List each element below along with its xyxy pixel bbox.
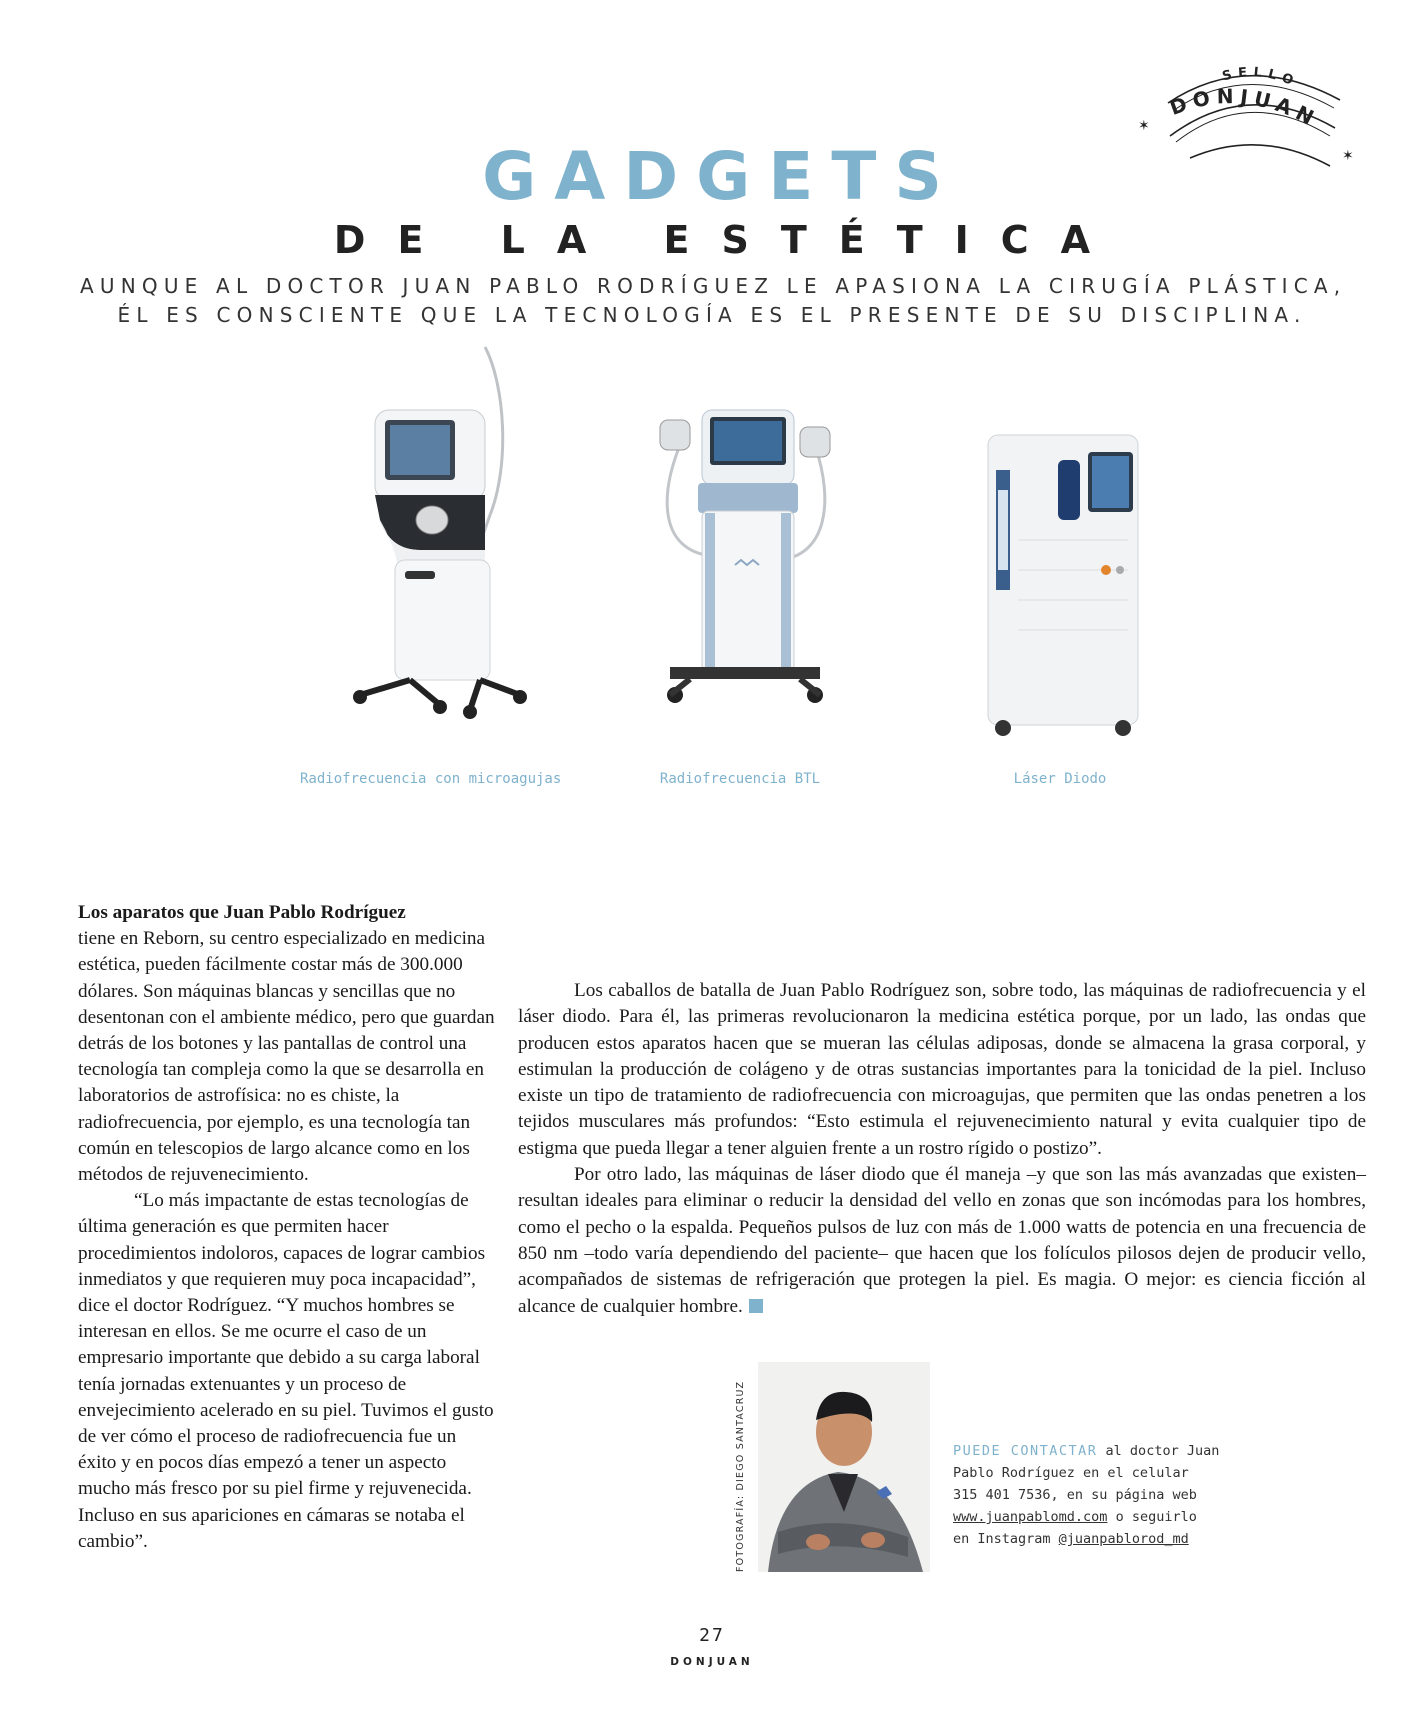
article-paragraph-1: tiene en Reborn, su centro especializado en medicina estética, pueden fácilmente costar más de 300.000 dólares. Son máquinas blancas y sencillas que no desentonan con el ambiente médico, pero que guardan detrás de los botones y las pantallas de control una tecnología tan compleja como la que se desarrolla en laboratorios de astrofísica: no es chiste, la radiofrecuencia, por ejemplo, es una tecnología tan común en telescopios de largo alcance como en los métodos de rejuvenecimiento.	[78, 928, 495, 1186]
contact-line-2: Pablo Rodríguez en el celular	[953, 1465, 1189, 1481]
svg-text:✶: ✶	[1342, 148, 1354, 164]
end-mark-square	[749, 1299, 763, 1313]
stamp-top-text: SELLO	[1220, 65, 1301, 91]
photo-credit: FOTOGRAFÍA: DIEGO SANTACRUZ	[735, 1380, 746, 1572]
doctor-portrait-photo	[758, 1362, 930, 1572]
intro-deck	[80, 272, 1347, 330]
article-paragraph-2: “Lo más impactante de estas tecnologías de última generación es que permiten hacer procedimientos indoloros, capaces de lograr cambios inmediatos y que requieren muy poca incapacidad”, dice el doctor Rodríguez. “Y muchos hombres se interesan en ellos. Se me ocurre el caso de un empresario importante que debido a su carga laboral tenía jornadas extenuantes y un proceso de envejecimiento acelerado en su piel. Tuvimos el gusto de ver cómo el proceso de radiofrecuencia fue un éxito y en pocos días empezó a tener un aspecto mucho más fresco por su piel firme y rejuvenecida. Incluso en sus apariciones en cámaras se notaba el cambio”.	[78, 1190, 494, 1552]
product-image-btl-rf	[650, 405, 840, 725]
page-subtitle: DE LA ESTÉTICA	[333, 218, 1123, 262]
page-number: 27	[699, 1625, 725, 1646]
contact-line-1: al doctor Juan	[1097, 1443, 1220, 1459]
footer-brand: DONJUAN	[670, 1656, 754, 1668]
caption-microneedle-rf: Radiofrecuencia con microagujas	[300, 771, 562, 787]
svg-text:✶: ✶	[1138, 118, 1150, 134]
product-image-microneedle-rf	[340, 345, 540, 725]
contact-line-4: o seguirlo	[1107, 1509, 1197, 1525]
caption-btl-rf: Radiofrecuencia BTL	[659, 771, 821, 787]
product-image-diode-laser	[978, 430, 1148, 740]
article-column-left	[78, 900, 498, 1555]
page-title: GADGETS	[482, 138, 960, 215]
instagram-link[interactable]: @juanpablorod_md	[1058, 1531, 1189, 1547]
article-lead: Los aparatos que Juan Pablo Rodríguez	[78, 902, 406, 923]
article-paragraph-3: Los caballos de batalla de Juan Pablo Rodríguez son, sobre todo, las máquinas de radiofrecuencia y el láser diodo. Para él, las primeras revolucionaron la medicina estética porque, por un lado, las ondas que producen estos aparatos hacen que se mueran las células adiposas, donde se almacena la grasa corporal, y estimulan la producción de colágeno y de otras sustancias importantes para la tonicidad de la piel. Incluso existe un tipo de tratamiento de radiofrecuencia con microagujas, que permiten que las ondas penetren a los tejidos musculares más profundos: “Esto estimula el rejuvenecimiento natural y evita cualquier tipo de estigma que pueda llegar a tener alguien frente a un rostro rígido o postizo”.	[518, 980, 1366, 1159]
contact-info	[953, 1440, 1253, 1550]
contact-line-5: en Instagram	[953, 1531, 1059, 1547]
contact-highlight: PUEDE CONTACTAR	[953, 1443, 1098, 1459]
stamp-bottom-text: DONJUAN	[1166, 84, 1324, 133]
intro-line-1: AUNQUE AL DOCTOR JUAN PABLO RODRÍGUEZ LE APASIONA LA CIRUGÍA PLÁSTICA,	[80, 274, 1347, 298]
website-link[interactable]: www.juanpablomd.com	[953, 1509, 1108, 1525]
article-paragraph-4: Por otro lado, las máquinas de láser diodo que él maneja –y que son las más avanzadas que existen– resultan ideales para eliminar o reducir la densidad del vello en zonas que son incómodas para los hombres, como el pecho o la espalda. Pequeños pulsos de luz con más de 1.000 watts de potencia en una frecuencia de 850 nm –todo varía dependiendo del paciente– que hacen que los folículos pilosos dejen de producir vello, acompañados de sistemas de refrigeración que protegen la piel. Es magia. O mejor: es ciencia ficción al alcance de cualquier hombre.	[518, 1164, 1366, 1317]
caption-diode-laser: Láser Diodo	[1013, 771, 1107, 787]
intro-line-2: ÉL ES CONSCIENTE QUE LA TECNOLOGÍA ES EL PRESENTE DE SU DISCIPLINA.	[117, 303, 1307, 327]
article-column-right	[518, 978, 1366, 1320]
contact-line-3: 315 401 7536, en su página web	[953, 1487, 1197, 1503]
